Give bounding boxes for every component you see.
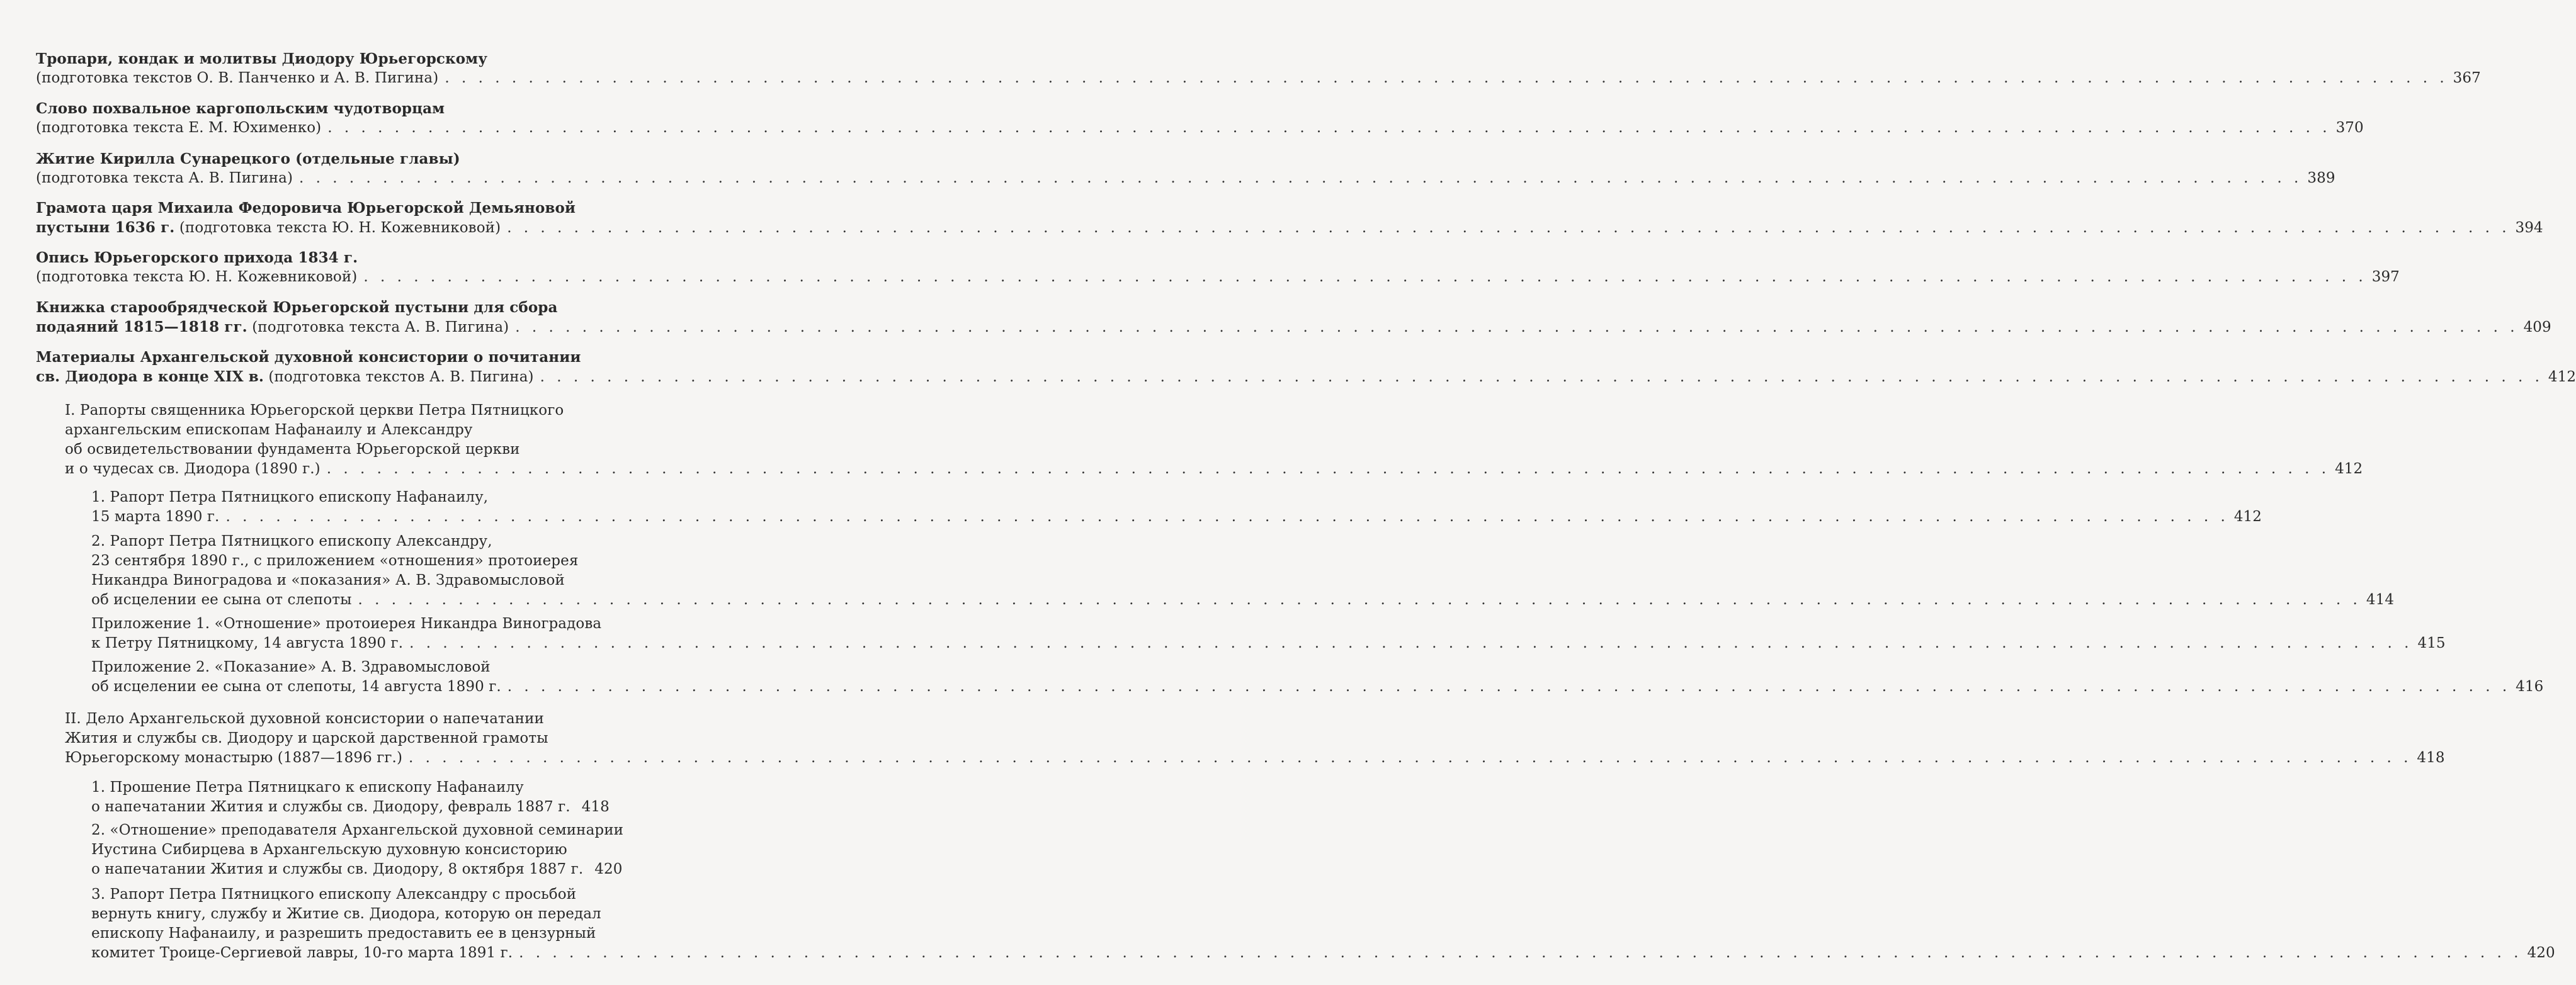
entry-title-line: 3. Рапорт Петра Пятницкого епископу Александру с просьбой [91,886,577,903]
entry-last-line [91,507,2262,527]
page-number[interactable]: 416 [2516,678,2544,695]
entry-last-line-text [91,860,583,879]
dot-leader: . . . . . . . . . . . . . . . . . . . . . . . . . . . . . . . . . . . . . . . . . . . . . . . . . . . . . . . . . . . . . . . . . . . . . . . . . . . . . . . . . . . . . . . . . . . . . . . . . . . . . . . . . . . . . . . . . . . . . . . . [409,750,2412,766]
page-number[interactable]: 415 [2417,635,2446,651]
entry-title-line: Житие Кирилла Сунарецкого (отдельные главы) [36,150,460,167]
entry-subtitle: 15 марта 1890 г. [91,509,220,525]
toc-entry[interactable] [36,347,2576,387]
toc-entry[interactable] [36,49,2481,88]
entry-last-line-text [36,218,501,238]
entry-title-line: Слово похвальное каргопольским чудотворцам [36,100,445,117]
entry-title-line: Приложение 2. «Показание» А. В. Здравомысловой [91,659,491,675]
toc-entry[interactable] [91,532,2395,610]
dot-leader: . . . . . . . . . . . . . . . . . . . . . . . . . . . . . . . . . . . . . . . . . . . . . . . . . . . . . . . . . . . . . . . . . . . . . . . . . . . . . . . . . . . . . . . . . . . . . . . . . . . . . . . . . . . . . . . . . . . . . . . . [540,369,2543,385]
dot-leader: . . . . . . . . . . . . . . . . . . . . . . . . . . . . . . . . . . . . . . . . . . . . . . . . . . . . . . . . . . . . . . . . . . . . . . . . . . . . . . . . . . . . . . . . . . . . . . . . . . . . . . . . . . . . . . . . . . . . . . . . [409,635,2413,651]
page-number[interactable]: 367 [2453,70,2481,86]
entry-last-line-text [36,317,509,337]
entry-last-line [91,797,610,817]
page-number[interactable]: 389 [2307,170,2335,186]
entry-last-line [91,943,2555,963]
entry-title-line: 1. Прошение Петра Пятницкаго к епископу Нафанаилу [91,779,524,796]
entry-title-line: II. Дело Архангельской духовной консистории о напечатании [65,711,544,727]
entry-last-line-text [36,169,293,188]
entry-subtitle: об исцелении ее сына от слепоты, 14 августа 1890 г. [91,678,501,695]
toc-entry[interactable] [91,885,2555,963]
toc-entry[interactable] [65,709,2445,768]
entry-last-line [36,118,2364,138]
dot-leader: . . . . . . . . . . . . . . . . . . . . . . . . . . . . . . . . . . . . . . . . . . . . . . . . . . . . . . . . . . . . . . . . . . . . . . . . . . . . . . . . . . . . . . . . . . . . . . . . . . . . . . . . . . . . . . . . . . . . . . . . [358,592,2361,608]
entry-subtitle: (подготовка текста А. В. Пигина) [36,170,293,186]
entry-title-tail: св. Диодора в конце XIX в. [36,368,264,385]
dot-leader: . . . . . . . . . . . . . . . . . . . . . . . . . . . . . . . . . . . . . . . . . . . . . . . . . . . . . . . . . . . . . . . . . . . . . . . . . . . . . . . . . . . . . . . . . . . . . . . . . . . . . . . . . . . . . . . . . . . . . . . . [507,678,2511,695]
entry-subtitle: комитет Троице-Сергиевой лавры, 10-го марта 1891 г. [91,945,513,961]
dot-leader: . . . . . . . . . . . . . . . . . . . . . . . . . . . . . . . . . . . . . . . . . . . . . . . . . . . . . . . . . . . . . . . . . . . . . . . . . . . . . . . . . . . . . . . . . . . . . . . . . . . . . . . . . . . . . . . . . . . . . . . . [299,170,2303,186]
entry-last-line [36,267,2400,287]
entry-title-line: епископу Нафанаилу, и разрешить предоставить ее в цензурный [91,925,596,942]
entry-last-line-text [91,507,219,527]
entry-title-line: 2. Рапорт Петра Пятницкого епископу Александру, [91,533,492,549]
entry-title-line: I. Рапорты священника Юрьегорской церкви Петра Пятницкого [65,402,564,419]
entry-subtitle: (подготовка текста Е. М. Юхименко) [36,120,322,136]
toc-entry[interactable] [65,401,2363,479]
entry-last-line-text [65,748,402,768]
entry-last-line-text [91,943,513,963]
page-number[interactable]: 414 [2366,592,2395,608]
entry-title-line: 2. «Отношение» преподавателя Архангельской духовной семинарии [91,822,624,838]
entry-title-line: Приложение 1. «Отношение» протоиерея Никандра Виноградова [91,616,602,632]
dot-leader: . . . . . . . . . . . . . . . . . . . . . . . . . . . . . . . . . . . . . . . . . . . . . . . . . . . . . . . . . . . . . . . . . . . . . . . . . . . . . . . . . . . . . . . . . . . . . . . . . . . . . . . . . . . . . . . . . . . . . . . . [327,120,2331,136]
entry-title-tail: подаяний 1815—1818 гг. [36,318,247,335]
page-number[interactable]: 418 [581,799,610,815]
toc-entry[interactable] [36,298,2551,337]
entry-last-line [91,677,2544,697]
entry-subtitle: (подготовка текста Ю. Н. Кожевниковой) [174,220,501,236]
entry-last-line [36,367,2576,387]
entry-subtitle: и о чудесах св. Диодора (1890 г.) [65,461,321,477]
toc-entry[interactable] [91,488,2262,527]
entry-last-line-text [91,677,501,697]
entry-title-line: об освидетельствовании фундамента Юрьегорской церкви [65,441,520,458]
toc-entry[interactable] [36,198,2543,238]
entry-subtitle: к Петру Пятницкому, 14 августа 1890 г. [91,635,404,651]
entry-subtitle: (подготовка текстов А. В. Пигина) [263,369,534,385]
entry-title-line: Книжка старообрядческой Юрьегорской пустыни для сбора [36,299,558,316]
entry-last-line-text [36,118,321,138]
entry-last-line [36,169,2335,188]
entry-title-line: Материалы Архангельской духовной консистории о почитании [36,349,581,366]
entry-last-line [36,317,2551,337]
entry-subtitle: о напечатании Жития и службы св. Диодору, февраль 1887 г. [91,799,570,815]
dot-leader: . . . . . . . . . . . . . . . . . . . . . . . . . . . . . . . . . . . . . . . . . . . . . . . . . . . . . . . . . . . . . . . . . . . . . . . . . . . . . . . . . . . . . . . . . . . . . . . . . . . . . . . . . . . . . . . . . . . . . . . . [326,461,2330,477]
page-number[interactable]: 409 [2523,319,2551,335]
entry-title-line: Тропари, кондак и молитвы Диодору Юрьегорскому [36,50,488,67]
page-number[interactable]: 370 [2335,120,2364,136]
page-number[interactable]: 412 [2548,369,2576,385]
entry-subtitle: о напечатании Жития и службы св. Диодору, 8 октября 1887 г. [91,861,584,877]
entry-last-line-text [36,69,438,88]
entry-last-line [36,69,2481,88]
entry-last-line-text [36,367,534,387]
dot-leader: . . . . . . . . . . . . . . . . . . . . . . . . . . . . . . . . . . . . . . . . . . . . . . . . . . . . . . . . . . . . . . . . . . . . . . . . . . . . . . . . . . . . . . . . . . . . . . . . . . . . . . . . . . . . . . . . . . . . . . . . [507,220,2511,236]
dot-leader: . . . . . . . . . . . . . . . . . . . . . . . . . . . . . . . . . . . . . . . . . . . . . . . . . . . . . . . . . . . . . . . . . . . . . . . . . . . . . . . . . . . . . . . . . . . . . . . . . . . . . . . . . . . . . . . . . . . . . . . . [225,509,2229,525]
toc-entry[interactable] [36,248,2400,287]
toc-entry[interactable] [36,99,2364,138]
entry-title-tail: пустыни 1636 г. [36,219,175,236]
entry-last-line-text [91,797,570,817]
entry-title-line: вернуть книгу, службу и Житие св. Диодора, которую он передал [91,906,601,922]
entry-title-line: Опись Юрьегорского прихода 1834 г. [36,249,358,266]
dot-leader: . . . . . . . . . . . . . . . . . . . . . . . . . . . . . . . . . . . . . . . . . . . . . . . . . . . . . . . . . . . . . . . . . . . . . . . . . . . . . . . . . . . . . . . . . . . . . . . . . . . . . . . . . . . . . . . . . . . . . . . . [445,70,2448,86]
dot-leader: . . . . . . . . . . . . . . . . . . . . . . . . . . . . . . . . . . . . . . . . . . . . . . . . . . . . . . . . . . . . . . . . . . . . . . . . . . . . . . . . . . . . . . . . . . . . . . . . . . . . . . . . . . . . . . . . . . . . . . . . [363,269,2367,285]
toc-entry[interactable] [36,149,2335,188]
entry-title-line: Никандра Виноградова и «показания» А. В. Здравомысловой [91,572,565,588]
entry-title-line: Грамота царя Михаила Федоровича Юрьегорской Демьяновой [36,200,576,217]
entry-title-line: Иустина Сибирцева в Архангельскую духовную консисторию [91,841,567,858]
entry-subtitle: (подготовка текстов О. В. Панченко и А. В. Пигина) [36,70,439,86]
entry-last-line-text [65,459,321,479]
entry-last-line-text [91,590,352,610]
entry-title-line: 1. Рапорт Петра Пятницкого епископу Нафанаилу, [91,489,489,505]
entry-last-line [36,218,2543,238]
page-number[interactable]: 418 [2417,750,2445,766]
toc-entry[interactable] [91,821,624,879]
entry-last-line [91,590,2395,610]
entry-subtitle: (подготовка текста А. В. Пигина) [247,319,509,335]
entry-subtitle: (подготовка текста Ю. Н. Кожевниковой) [36,269,358,285]
entry-last-line-text [91,634,403,653]
entry-title-line: архангельским епископам Нафанаилу и Александру [65,422,473,438]
toc-entry[interactable] [91,658,2544,697]
entry-last-line [91,634,2446,653]
entry-title-line: Жития и службы св. Диодору и царской дарственной грамоты [65,730,548,746]
entry-last-line [91,860,623,879]
entry-subtitle: Юрьегорскому монастырю (1887—1896 гг.) [65,750,403,766]
dot-leader: . . . . . . . . . . . . . . . . . . . . . . . . . . . . . . . . . . . . . . . . . . . . . . . . . . . . . . . . . . . . . . . . . . . . . . . . . . . . . . . . . . . . . . . . . . . . . . . . . . . . . . . . . . . . . . . . . . . . . . . . [515,319,2519,335]
page-number[interactable]: 412 [2335,461,2363,477]
toc-entry[interactable] [91,778,610,817]
entry-last-line-text [36,267,357,287]
page-number[interactable]: 412 [2233,509,2262,525]
entry-subtitle: об исцелении ее сына от слепоты [91,592,352,608]
toc-entry[interactable] [91,614,2446,653]
entry-last-line [65,748,2445,768]
page-number[interactable]: 397 [2371,269,2400,285]
dot-leader: . . . . . . . . . . . . . . . . . . . . . . . . . . . . . . . . . . . . . . . . . . . . . . . . . . . . . . . . . . . . . . . . . . . . . . . . . . . . . . . . . . . . . . . . . . . . . . . . . . . . . . . . . . . . . . . . . . . . . . . . [519,945,2522,961]
page-number[interactable]: 420 [594,861,623,877]
entry-title-line: 23 сентября 1890 г., с приложением «отношения» протоиерея [91,553,579,569]
page-number[interactable]: 420 [2527,945,2555,961]
page-number[interactable]: 394 [2515,220,2543,236]
entry-last-line [65,459,2363,479]
